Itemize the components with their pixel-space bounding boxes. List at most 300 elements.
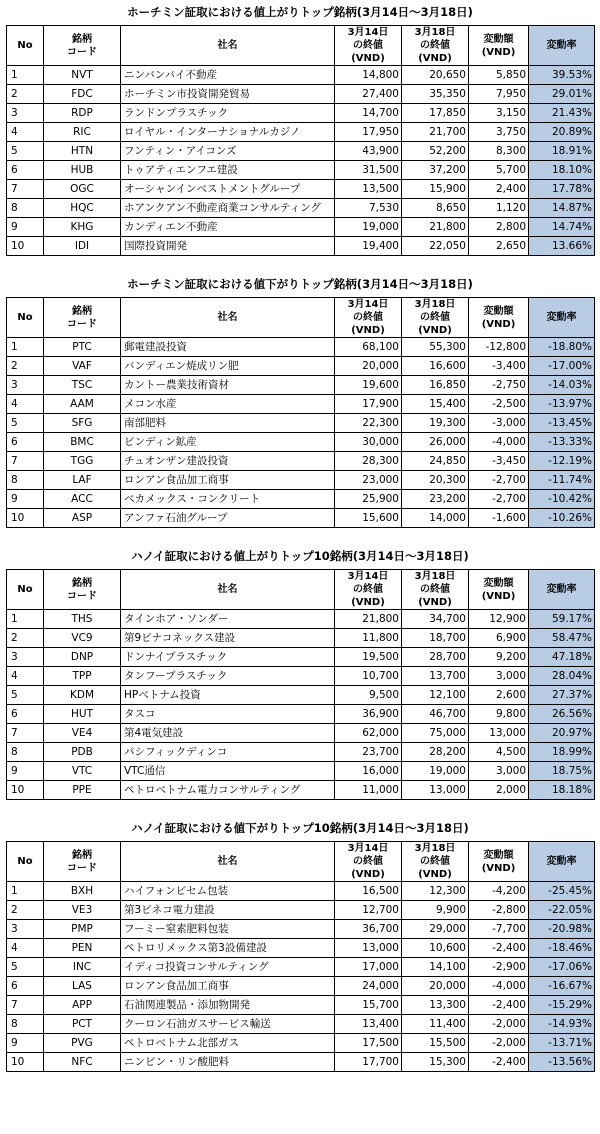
col-close-mar14-cell: 16,500 — [335, 882, 402, 901]
table-header-row — [7, 298, 595, 338]
col-code-cell: ACC — [44, 490, 121, 509]
col-code-cell: APP — [44, 996, 121, 1015]
col-no-cell: 2 — [7, 629, 44, 648]
col-no-cell: 4 — [7, 123, 44, 142]
col-code-header — [44, 842, 121, 882]
col-code-cell: VC9 — [44, 629, 121, 648]
col-name-cell: アンファ石油グループ — [121, 509, 335, 528]
col-close-mar14-header-label: 3月14日 の終値 (VND) — [347, 299, 389, 336]
section-title: ハノイ証取における値上がりトップ10銘柄(3月14日～3月18日) — [131, 549, 469, 563]
col-close-mar14-cell: 11,000 — [335, 781, 402, 800]
col-close-mar18-cell: 21,800 — [402, 218, 469, 237]
col-pct-cell: 14.74% — [529, 218, 595, 237]
col-close-mar14-cell: 13,500 — [335, 180, 402, 199]
col-close-mar18-cell: 11,400 — [402, 1015, 469, 1034]
col-change-cell: 3,750 — [469, 123, 529, 142]
col-name-cell: ペトロベトナム北部ガス — [121, 1034, 335, 1053]
col-close-mar18-cell: 29,000 — [402, 920, 469, 939]
col-pct-header-label: 変動率 — [546, 40, 577, 51]
col-no-cell: 3 — [7, 104, 44, 123]
col-name-cell: 第3ビネコ電力建設 — [121, 901, 335, 920]
col-change-cell: 9,800 — [469, 705, 529, 724]
table-row — [7, 452, 595, 471]
col-close-mar14-cell: 20,000 — [335, 357, 402, 376]
col-pct-cell: -11.74% — [529, 471, 595, 490]
col-code-cell: THS — [44, 610, 121, 629]
col-code-cell: TSC — [44, 376, 121, 395]
table-row — [7, 743, 595, 762]
col-name-cell: カンディエン不動産 — [121, 218, 335, 237]
col-pct-cell: 29.01% — [529, 85, 595, 104]
col-close-mar14-cell: 15,700 — [335, 996, 402, 1015]
col-no-cell: 5 — [7, 958, 44, 977]
col-no-cell: 3 — [7, 920, 44, 939]
section-spacer — [0, 256, 600, 272]
col-no-header-label: No — [17, 40, 33, 51]
col-code-cell: HTN — [44, 142, 121, 161]
table-row — [7, 958, 595, 977]
col-name-cell: ペトロベトナム電力コンサルティング — [121, 781, 335, 800]
col-close-mar18-cell: 16,600 — [402, 357, 469, 376]
col-close-mar18-header-label: 3月18日 の終値 (VND) — [414, 571, 456, 608]
ranking-table — [6, 25, 595, 256]
col-code-cell: NFC — [44, 1053, 121, 1072]
col-code-cell: TGG — [44, 452, 121, 471]
table-row — [7, 920, 595, 939]
col-change-header — [469, 298, 529, 338]
col-pct-cell: -20.98% — [529, 920, 595, 939]
ranking-section — [0, 544, 600, 800]
col-change-cell: 8,300 — [469, 142, 529, 161]
col-close-mar18-cell: 12,300 — [402, 882, 469, 901]
col-close-mar18-cell: 14,100 — [402, 958, 469, 977]
col-code-cell: PCT — [44, 1015, 121, 1034]
col-close-mar18-cell: 14,000 — [402, 509, 469, 528]
col-no-header-label: No — [17, 856, 33, 867]
col-close-mar14-cell: 12,700 — [335, 901, 402, 920]
table-row — [7, 376, 595, 395]
col-name-header — [121, 842, 335, 882]
col-code-cell: PVG — [44, 1034, 121, 1053]
col-change-cell: -2,750 — [469, 376, 529, 395]
col-no-cell: 7 — [7, 996, 44, 1015]
col-close-mar18-cell: 17,850 — [402, 104, 469, 123]
col-pct-header — [529, 298, 595, 338]
col-close-mar18-header-label: 3月18日 の終値 (VND) — [414, 843, 456, 880]
col-name-cell: ハイフォンビセム包装 — [121, 882, 335, 901]
col-close-mar14-cell: 13,000 — [335, 939, 402, 958]
col-close-mar14-cell: 23,700 — [335, 743, 402, 762]
col-name-cell: ドンナイプラスチック — [121, 648, 335, 667]
col-name-cell: HPベトナム投資 — [121, 686, 335, 705]
col-change-cell: 9,200 — [469, 648, 529, 667]
table-row — [7, 762, 595, 781]
table-row — [7, 218, 595, 237]
col-pct-cell: 27.37% — [529, 686, 595, 705]
col-code-cell: PMP — [44, 920, 121, 939]
col-name-header — [121, 298, 335, 338]
col-name-cell: タインホア・ソンダー — [121, 610, 335, 629]
col-close-mar14-cell: 25,900 — [335, 490, 402, 509]
col-change-header-label: 変動額 (VND) — [481, 849, 516, 874]
col-name-cell: ロイヤル・インターナショナルカジノ — [121, 123, 335, 142]
col-pct-cell: -22.05% — [529, 901, 595, 920]
col-close-mar18-cell: 9,900 — [402, 901, 469, 920]
table-row — [7, 1015, 595, 1034]
col-no-cell: 5 — [7, 142, 44, 161]
col-pct-cell: 18.91% — [529, 142, 595, 161]
table-header-row — [7, 570, 595, 610]
col-pct-cell: 28.04% — [529, 667, 595, 686]
col-change-header-label: 変動額 (VND) — [481, 305, 516, 330]
col-close-mar14-cell: 17,700 — [335, 1053, 402, 1072]
col-code-cell: SFG — [44, 414, 121, 433]
col-no-header-label: No — [17, 584, 33, 595]
col-pct-cell: -17.00% — [529, 357, 595, 376]
col-name-cell: タスコ — [121, 705, 335, 724]
col-code-cell: LAS — [44, 977, 121, 996]
col-no-cell: 9 — [7, 1034, 44, 1053]
col-change-cell: -2,800 — [469, 901, 529, 920]
col-no-header-label: No — [17, 312, 33, 323]
col-pct-cell: -14.93% — [529, 1015, 595, 1034]
table-row — [7, 667, 595, 686]
col-close-mar18-cell: 15,900 — [402, 180, 469, 199]
section-title: ホーチミン証取における値上がりトップ銘柄(3月14日～3月18日) — [127, 5, 473, 19]
col-change-cell: -3,450 — [469, 452, 529, 471]
col-pct-cell: 14.87% — [529, 199, 595, 218]
col-change-cell: -3,000 — [469, 414, 529, 433]
col-no-cell: 2 — [7, 357, 44, 376]
col-change-cell: -2,400 — [469, 1053, 529, 1072]
col-name-cell: 国際投資開発 — [121, 237, 335, 256]
col-code-cell: HUT — [44, 705, 121, 724]
col-close-mar18-header-label: 3月18日 の終値 (VND) — [414, 27, 456, 64]
col-code-cell: VE4 — [44, 724, 121, 743]
col-pct-cell: -12.19% — [529, 452, 595, 471]
col-close-mar14-cell: 16,000 — [335, 762, 402, 781]
col-code-cell: NVT — [44, 66, 121, 85]
col-close-mar18-cell: 19,000 — [402, 762, 469, 781]
col-close-mar18-cell: 15,400 — [402, 395, 469, 414]
col-name-cell: 南部肥料 — [121, 414, 335, 433]
col-no-header — [7, 570, 44, 610]
col-close-mar14-cell: 17,500 — [335, 1034, 402, 1053]
col-no-cell: 6 — [7, 433, 44, 452]
ranking-section — [0, 816, 600, 1072]
col-code-cell: BXH — [44, 882, 121, 901]
col-change-cell: -12,800 — [469, 338, 529, 357]
col-close-mar18-cell: 34,700 — [402, 610, 469, 629]
col-no-cell: 7 — [7, 724, 44, 743]
col-name-cell: チュオンザン建設投資 — [121, 452, 335, 471]
col-close-mar18-cell: 22,050 — [402, 237, 469, 256]
col-code-cell: AAM — [44, 395, 121, 414]
col-pct-cell: -13.71% — [529, 1034, 595, 1053]
col-pct-cell: -18.46% — [529, 939, 595, 958]
col-close-mar14-header — [335, 298, 402, 338]
col-change-cell: 2,800 — [469, 218, 529, 237]
col-no-cell: 1 — [7, 610, 44, 629]
col-code-cell: IDI — [44, 237, 121, 256]
col-no-cell: 1 — [7, 882, 44, 901]
col-close-mar14-cell: 10,700 — [335, 667, 402, 686]
col-pct-cell: 20.89% — [529, 123, 595, 142]
col-change-header — [469, 842, 529, 882]
table-header-row — [7, 842, 595, 882]
col-no-cell: 9 — [7, 218, 44, 237]
col-close-mar14-cell: 21,800 — [335, 610, 402, 629]
table-row — [7, 996, 595, 1015]
col-close-mar18-cell: 15,500 — [402, 1034, 469, 1053]
col-close-mar18-cell: 12,100 — [402, 686, 469, 705]
col-close-mar14-cell: 19,400 — [335, 237, 402, 256]
table-row — [7, 123, 595, 142]
col-pct-cell: -13.45% — [529, 414, 595, 433]
col-code-cell: LAF — [44, 471, 121, 490]
col-no-cell: 1 — [7, 338, 44, 357]
col-pct-cell: 21.43% — [529, 104, 595, 123]
col-code-cell: PDB — [44, 743, 121, 762]
col-pct-cell: 18.18% — [529, 781, 595, 800]
table-row — [7, 1053, 595, 1072]
col-close-mar14-cell: 22,300 — [335, 414, 402, 433]
col-no-cell: 10 — [7, 237, 44, 256]
col-no-cell: 8 — [7, 743, 44, 762]
col-code-cell: HUB — [44, 161, 121, 180]
col-no-header — [7, 842, 44, 882]
col-pct-header — [529, 570, 595, 610]
col-name-cell: 郵電建設投資 — [121, 338, 335, 357]
col-change-cell: 13,000 — [469, 724, 529, 743]
table-row — [7, 433, 595, 452]
col-no-cell: 7 — [7, 452, 44, 471]
col-code-cell: PPE — [44, 781, 121, 800]
table-row — [7, 414, 595, 433]
col-change-cell: -2,400 — [469, 996, 529, 1015]
col-code-cell: ASP — [44, 509, 121, 528]
col-name-cell: ランドンプラスチック — [121, 104, 335, 123]
col-change-header-label: 変動額 (VND) — [481, 33, 516, 58]
col-name-cell: パシフィックディンコ — [121, 743, 335, 762]
col-no-cell: 10 — [7, 1053, 44, 1072]
col-code-header-label: 銘柄 コード — [67, 577, 97, 602]
col-name-cell: VTC通信 — [121, 762, 335, 781]
col-close-mar18-cell: 16,850 — [402, 376, 469, 395]
table-row — [7, 338, 595, 357]
table-row — [7, 85, 595, 104]
col-no-cell: 9 — [7, 762, 44, 781]
col-no-cell: 6 — [7, 161, 44, 180]
col-close-mar18-cell: 35,350 — [402, 85, 469, 104]
col-close-mar14-cell: 68,100 — [335, 338, 402, 357]
col-pct-cell: 58.47% — [529, 629, 595, 648]
table-row — [7, 781, 595, 800]
col-no-cell: 3 — [7, 648, 44, 667]
col-change-cell: 4,500 — [469, 743, 529, 762]
col-close-mar18-cell: 19,300 — [402, 414, 469, 433]
section-spacer — [0, 800, 600, 816]
col-change-cell: -2,400 — [469, 939, 529, 958]
col-close-mar14-cell: 27,400 — [335, 85, 402, 104]
col-no-header — [7, 298, 44, 338]
col-pct-cell: -25.45% — [529, 882, 595, 901]
col-change-header-label: 変動額 (VND) — [481, 577, 516, 602]
col-no-cell: 6 — [7, 705, 44, 724]
col-code-cell: KDM — [44, 686, 121, 705]
col-change-cell: -7,700 — [469, 920, 529, 939]
col-change-cell: -2,500 — [469, 395, 529, 414]
col-close-mar18-cell: 24,850 — [402, 452, 469, 471]
col-code-cell: RIC — [44, 123, 121, 142]
col-code-header-label: 銘柄 コード — [67, 33, 97, 58]
col-close-mar14-cell: 19,000 — [335, 218, 402, 237]
col-no-cell: 9 — [7, 490, 44, 509]
col-no-cell: 5 — [7, 414, 44, 433]
col-close-mar18-cell: 21,700 — [402, 123, 469, 142]
col-name-cell: バンディエン焼成リン肥 — [121, 357, 335, 376]
table-row — [7, 648, 595, 667]
col-change-cell: 2,400 — [469, 180, 529, 199]
col-name-header — [121, 570, 335, 610]
col-pct-cell: -15.29% — [529, 996, 595, 1015]
col-close-mar18-header-label: 3月18日 の終値 (VND) — [414, 299, 456, 336]
col-close-mar18-cell: 8,650 — [402, 199, 469, 218]
col-change-cell: 2,000 — [469, 781, 529, 800]
col-name-cell: クーロン石油ガスサービス輸送 — [121, 1015, 335, 1034]
col-no-cell: 8 — [7, 1015, 44, 1034]
col-name-cell: 石油関連製品・添加物開発 — [121, 996, 335, 1015]
col-close-mar14-cell: 43,900 — [335, 142, 402, 161]
col-change-cell: -3,400 — [469, 357, 529, 376]
col-change-cell: -2,900 — [469, 958, 529, 977]
col-name-cell: ニンビン・リン酸肥料 — [121, 1053, 335, 1072]
col-pct-cell: 13.66% — [529, 237, 595, 256]
col-no-cell: 10 — [7, 509, 44, 528]
table-row — [7, 1034, 595, 1053]
col-close-mar14-header — [335, 842, 402, 882]
col-name-header-label: 社名 — [217, 312, 238, 323]
col-close-mar14-header-label: 3月14日 の終値 (VND) — [347, 27, 389, 64]
ranking-table — [6, 841, 595, 1072]
col-change-cell: -4,000 — [469, 977, 529, 996]
col-name-header-label: 社名 — [217, 584, 238, 595]
table-row — [7, 686, 595, 705]
col-pct-cell: 18.99% — [529, 743, 595, 762]
col-close-mar18-header — [402, 570, 469, 610]
col-close-mar14-cell: 23,000 — [335, 471, 402, 490]
col-no-cell: 7 — [7, 180, 44, 199]
col-change-cell: -2,700 — [469, 471, 529, 490]
col-close-mar18-cell: 46,700 — [402, 705, 469, 724]
ranking-section — [0, 272, 600, 528]
col-change-cell: 7,950 — [469, 85, 529, 104]
col-name-cell: ロンアン食品加工商事 — [121, 471, 335, 490]
table-row — [7, 509, 595, 528]
col-name-cell: フーミー窒素肥料包装 — [121, 920, 335, 939]
col-name-cell: フンティン・アイコンズ — [121, 142, 335, 161]
col-code-header — [44, 26, 121, 66]
col-code-header — [44, 570, 121, 610]
col-close-mar18-cell: 13,300 — [402, 996, 469, 1015]
col-close-mar18-cell: 23,200 — [402, 490, 469, 509]
table-row — [7, 724, 595, 743]
col-name-cell: 第9ビナコネックス建設 — [121, 629, 335, 648]
col-pct-header — [529, 26, 595, 66]
col-pct-cell: -14.03% — [529, 376, 595, 395]
col-code-cell: TPP — [44, 667, 121, 686]
col-pct-header-label: 変動率 — [546, 584, 577, 595]
table-row — [7, 629, 595, 648]
col-close-mar14-cell: 11,800 — [335, 629, 402, 648]
col-name-cell: トゥアティエンフエ建設 — [121, 161, 335, 180]
col-pct-cell: -10.42% — [529, 490, 595, 509]
col-pct-header-label: 変動率 — [546, 856, 577, 867]
col-name-cell: カントー農業技術資材 — [121, 376, 335, 395]
table-row — [7, 939, 595, 958]
col-pct-cell: 18.75% — [529, 762, 595, 781]
col-no-cell: 2 — [7, 85, 44, 104]
col-no-cell: 6 — [7, 977, 44, 996]
table-row — [7, 882, 595, 901]
col-close-mar14-cell: 30,000 — [335, 433, 402, 452]
ranking-table — [6, 569, 595, 800]
col-code-header-label: 銘柄 コード — [67, 305, 97, 330]
col-pct-cell: 59.17% — [529, 610, 595, 629]
col-change-cell: -2,000 — [469, 1015, 529, 1034]
col-pct-cell: -13.56% — [529, 1053, 595, 1072]
col-close-mar14-header — [335, 570, 402, 610]
col-close-mar18-cell: 28,700 — [402, 648, 469, 667]
table-row — [7, 199, 595, 218]
col-code-cell: DNP — [44, 648, 121, 667]
col-close-mar18-cell: 20,650 — [402, 66, 469, 85]
section-title: ハノイ証取における値下がりトップ10銘柄(3月14日～3月18日) — [131, 821, 469, 835]
col-pct-cell: 17.78% — [529, 180, 595, 199]
col-close-mar18-header — [402, 298, 469, 338]
col-name-cell: ペトロリメックス第3設備建設 — [121, 939, 335, 958]
col-pct-cell: 39.53% — [529, 66, 595, 85]
table-row — [7, 395, 595, 414]
col-name-cell: 第4電気建設 — [121, 724, 335, 743]
col-name-cell: オーシャンインベストメントグループ — [121, 180, 335, 199]
col-code-header — [44, 298, 121, 338]
col-no-cell: 3 — [7, 376, 44, 395]
col-name-cell: ビンディン鉱産 — [121, 433, 335, 452]
col-close-mar14-cell: 7,530 — [335, 199, 402, 218]
col-pct-cell: -13.33% — [529, 433, 595, 452]
col-close-mar18-cell: 55,300 — [402, 338, 469, 357]
table-row — [7, 180, 595, 199]
col-close-mar14-header-label: 3月14日 の終値 (VND) — [347, 571, 389, 608]
col-pct-cell: -18.80% — [529, 338, 595, 357]
col-close-mar18-header — [402, 26, 469, 66]
col-name-cell: ニンバンバイ不動産 — [121, 66, 335, 85]
col-close-mar14-cell: 19,500 — [335, 648, 402, 667]
table-row — [7, 977, 595, 996]
col-pct-cell: -13.97% — [529, 395, 595, 414]
col-close-mar14-cell: 14,800 — [335, 66, 402, 85]
col-pct-cell: -17.06% — [529, 958, 595, 977]
table-row — [7, 104, 595, 123]
col-close-mar14-header-label: 3月14日 の終値 (VND) — [347, 843, 389, 880]
col-pct-header — [529, 842, 595, 882]
col-close-mar18-cell: 28,200 — [402, 743, 469, 762]
col-name-header-label: 社名 — [217, 40, 238, 51]
col-name-cell: ベカメックス・コンクリート — [121, 490, 335, 509]
col-name-cell: ホアンクアン不動産商業コンサルティング — [121, 199, 335, 218]
col-name-cell: イディコ投資コンサルティング — [121, 958, 335, 977]
